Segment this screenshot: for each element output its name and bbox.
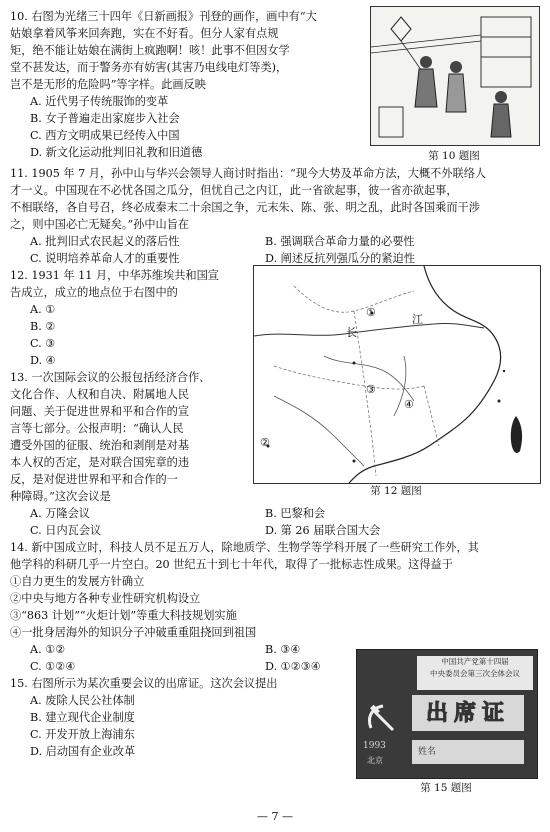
q14-option-a: A. ①②: [30, 643, 66, 656]
q11-option-a: A. 批判旧式农民起义的落后性: [30, 235, 180, 248]
q13-option-b: B. 巴黎和会: [265, 507, 326, 520]
q13-line: 反，是对促进世界和平和合作的一: [10, 473, 178, 486]
q15-option-b: B. 建立现代企业制度: [30, 711, 135, 724]
q10-illustration: [370, 6, 540, 146]
q13-line: 问题、关于促进世界和平和合作的宣: [10, 405, 190, 418]
map-label-2: ②: [260, 436, 270, 449]
page-number: — 7 —: [257, 810, 293, 823]
q15-option-c: C. 开发开放上海浦东: [30, 728, 135, 741]
q13-line: 种障碍。”这次会议是: [10, 490, 111, 503]
q11-line: 不相联络，各自号召，终必成秦末二十余国之争，元末朱、陈、张、明之乱，此时各国乘而干涉: [10, 201, 480, 214]
q13-option-a: A. 万隆会议: [30, 507, 90, 520]
question-12: [10, 267, 219, 369]
q11-line: 才一义。中国现在不必忧各国之瓜分，但忧自己之内讧，此一省欲起事，彼一省亦欲起事，: [10, 184, 458, 197]
q10-option-b: B. 女子普遍走出家庭步入社会: [30, 112, 180, 125]
q15-option-d: D. 启动国有企业改革: [30, 745, 136, 758]
card-year: 1993: [363, 741, 386, 751]
q12-option-d: D. ④: [30, 354, 56, 367]
q14-line: ①自力更生的发展方针确立: [10, 575, 145, 588]
question-11: [10, 165, 486, 267]
map-label-4: ④: [404, 398, 414, 411]
q12-option-c: C. ③: [30, 337, 56, 350]
q11-line: 11. 1905 年 7 月，孙中山与华兴会领导人商讨时指出：“现今大势及革命方法，大概不外联络人: [10, 167, 487, 180]
q13-option-d: D. 第 26 届联合国大会: [265, 524, 381, 537]
card-header: [417, 656, 533, 690]
street-scene-drawing: [371, 7, 539, 145]
card-title: 出席证: [412, 695, 524, 731]
q14-line: 14. 新中国成立时，科技人员不足五万人，除地质学、生物学等学科开展了一些研究工作外，其: [10, 541, 479, 554]
q11-option-b: B. 强调联合革命力量的必要性: [265, 235, 415, 248]
q14-option-d: D. ①②③④: [265, 660, 321, 673]
q10-line: 矩，绝不能让姑娘在满街上疯跑啊！咳！此事不但因女学: [10, 44, 290, 57]
china-southeast-map: [254, 266, 540, 483]
q13-line: 本人权的否定，是对联合国宪章的违: [10, 456, 190, 469]
q10-option-c: C. 西方文明成果已经传入中国: [30, 129, 180, 142]
q12-caption: 第 12 题图: [370, 485, 422, 497]
q11-line: 之，则中国必亡无疑矣。”孙中山旨在: [10, 218, 190, 231]
q11-option-d: D. 阐述反抗列强瓜分的紧迫性: [265, 252, 415, 265]
map-label-1: ①: [366, 306, 376, 319]
attendance-card: [356, 649, 538, 779]
q14-line: ③“863 计划”“火炬计划”等重大科技规划实施: [10, 609, 237, 622]
q14-option-b: B. ③④: [265, 643, 301, 656]
card-line-2: 中央委员会第三次全体会议: [430, 669, 520, 678]
question-15: [10, 675, 277, 760]
question-10: [10, 8, 317, 161]
card-name-field: 姓名: [412, 740, 524, 764]
hammer-sickle-icon: [361, 698, 405, 738]
q14-line: 他学科的科研几乎一片空白。20 世纪五十到七十年代，取得了一批标志性成果。这得益于: [10, 558, 453, 571]
q10-option-a: A. 近代男子传统服饰的变革: [30, 95, 169, 108]
q15-line: 15. 右图所示为某次重要会议的出席证。这次会议提出: [10, 677, 278, 690]
q12-option-a: A. ①: [30, 303, 56, 316]
q13-line: 文化合作、人权和自决、附属地人民: [10, 388, 190, 401]
q13-option-c: C. 日内瓦会议: [30, 524, 102, 537]
card-place: 北京: [367, 756, 383, 765]
q14-line: ④一批身居海外的知识分子冲破重重阻挠回到祖国: [10, 626, 257, 639]
q15-option-a: A. 废除人民公社体制: [30, 694, 135, 707]
q13-line: 13. 一次国际会议的公报包括经济合作、: [10, 371, 211, 384]
q10-option-d: D. 新文化运动批判旧礼教和旧道德: [30, 146, 203, 159]
q11-option-c: C. 说明培养革命人才的重要性: [30, 252, 180, 265]
question-13: [10, 369, 381, 539]
q12-map: [253, 265, 541, 484]
q13-line: 遭受外国的征服、统治和剥削是对基: [10, 439, 190, 452]
q15-caption: 第 15 题图: [420, 782, 472, 794]
q10-line: 岂不是无形的危险吗”等字样。此画反映: [10, 78, 206, 91]
map-label-3: ③: [366, 383, 376, 396]
q10-line: 10. 右图为光绪三十四年《日新画报》刊登的画作，画中有“大: [10, 10, 317, 23]
q12-line: 12. 1931 年 11 月，中华苏维埃共和国宣: [10, 269, 219, 282]
q14-option-c: C. ①②④: [30, 660, 76, 673]
q10-caption: 第 10 题图: [428, 150, 480, 162]
map-label-jiang: 江: [412, 313, 423, 326]
q12-line: 告成立，成立的地点位于右图中的: [10, 286, 178, 299]
party-emblem: [361, 698, 405, 738]
q10-line: 姑娘拿着风筝来回奔跑，实在不好看。但分人家有点规: [10, 27, 279, 40]
q12-option-b: B. ②: [30, 320, 56, 333]
card-line-1: 中国共产党第十四届: [441, 657, 509, 666]
q13-line: 言等七部分。公报声明：“确认人民: [10, 422, 184, 435]
q14-line: ②中央与地方各种专业性研究机构设立: [10, 592, 201, 605]
q10-line: 堂不甚发达，而于警务亦有妨害(其害乃电线电灯等类)，: [10, 61, 288, 74]
map-label-chang: 长: [346, 326, 357, 339]
